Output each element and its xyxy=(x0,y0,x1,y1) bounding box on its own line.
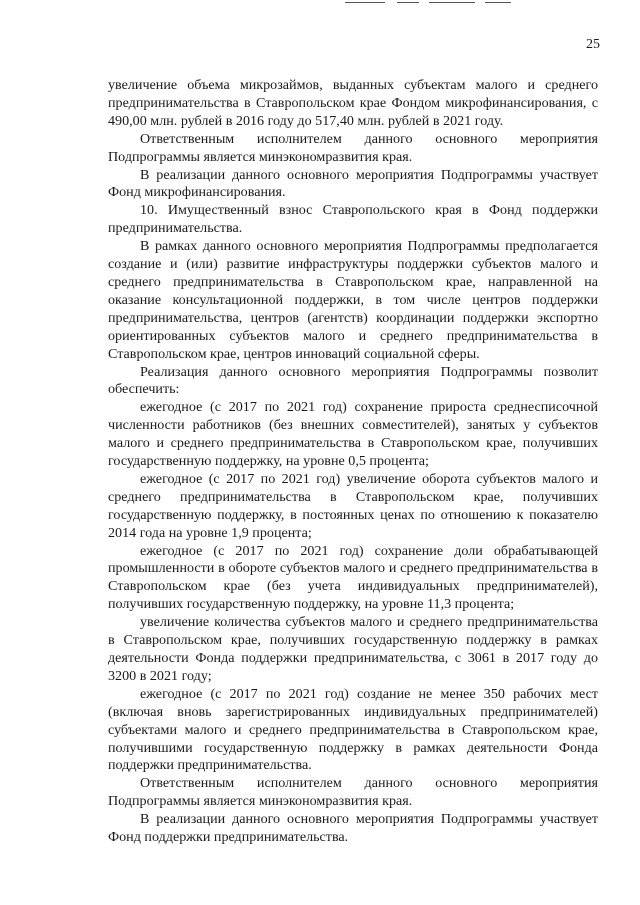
paragraph: увеличение количества субъектов малого и среднего предпринимательства в Ставропольском крае, получивших государственную поддержку в рамках деятельности Фонда поддержки предпринимательства, с 3061 в 2017 году до 3200 в 2021 году; xyxy=(108,614,598,684)
document-body xyxy=(108,77,598,847)
paragraph: ежегодное (с 2017 по 2021 год) создание не менее 350 рабочих мест (включая вновь зарегистрированных индивидуальных предпринимателей) субъектами малого и среднего предпринимательства в Ставропольском крае, получившими государственную поддержку в рамках деятельности Фонда поддержки предпринимательства. xyxy=(108,685,598,774)
paragraph: Ответственным исполнителем данного основного мероприятия Подпрограммы является минэкономразвития края. xyxy=(108,775,598,810)
page-number: 25 xyxy=(586,37,600,52)
paragraph: В рамках данного основного мероприятия Подпрограммы предполагается создание и (или) развитие инфраструктуры поддержки субъектов малого и среднего предпринимательства в Ставропольском крае, направленной на оказание консультационной поддержки, в том числе центров поддержки предпринимательства, центров (агентств) координации поддержки экспортно ориентированных субъектов малого и среднего предпринимательства в Ставропольском крае, центров инноваций социальной сферы. xyxy=(108,238,598,362)
paragraph: ежегодное (с 2017 по 2021 год) сохранение доли обрабатывающей промышленности в обороте субъектов малого и среднего предпринимательства в Ставропольском крае (без учета индивидуальных предпринимателей), получивших государственную поддержку, на уровне 11,3 процента; xyxy=(108,542,598,613)
scan-artifact-lines xyxy=(345,0,515,6)
paragraph: В реализации данного основного мероприятия Подпрограммы участвует Фонд поддержки предпринимательства. xyxy=(108,811,598,846)
paragraph: 10. Имущественный взнос Ставропольского края в Фонд поддержки предпринимательства. xyxy=(108,202,598,237)
paragraph: ежегодное (с 2017 по 2021 год) сохранение прироста среднесписочной численности работников (без внешних совместителей), занятых у субъектов малого и среднего предпринимательства в Ставропольском крае, получивших государственную поддержку, на уровне 0,5 процента; xyxy=(108,399,598,470)
paragraph: увеличение объема микрозаймов, выданных субъектам малого и среднего предпринимательства в Ставропольском крае Фондом микрофинансирования, с 490,00 млн. рублей в 2016 году до 517,40 млн. рублей в 2021 году. xyxy=(108,77,598,129)
paragraph: Реализация данного основного мероприятия Подпрограммы позволит обеспечить: xyxy=(108,363,598,398)
paragraph: Ответственным исполнителем данного основного мероприятия Подпрограммы является минэкономразвития края. xyxy=(108,130,598,165)
paragraph: ежегодное (с 2017 по 2021 год) увеличение оборота субъектов малого и среднего предпринимательства в Ставропольском крае, получивших государственную поддержку, в постоянных ценах по отношению к показателю 2014 года на уровне 1,9 процента; xyxy=(108,470,598,541)
paragraph: В реализации данного основного мероприятия Подпрограммы участвует Фонд микрофинансирования. xyxy=(108,166,598,201)
